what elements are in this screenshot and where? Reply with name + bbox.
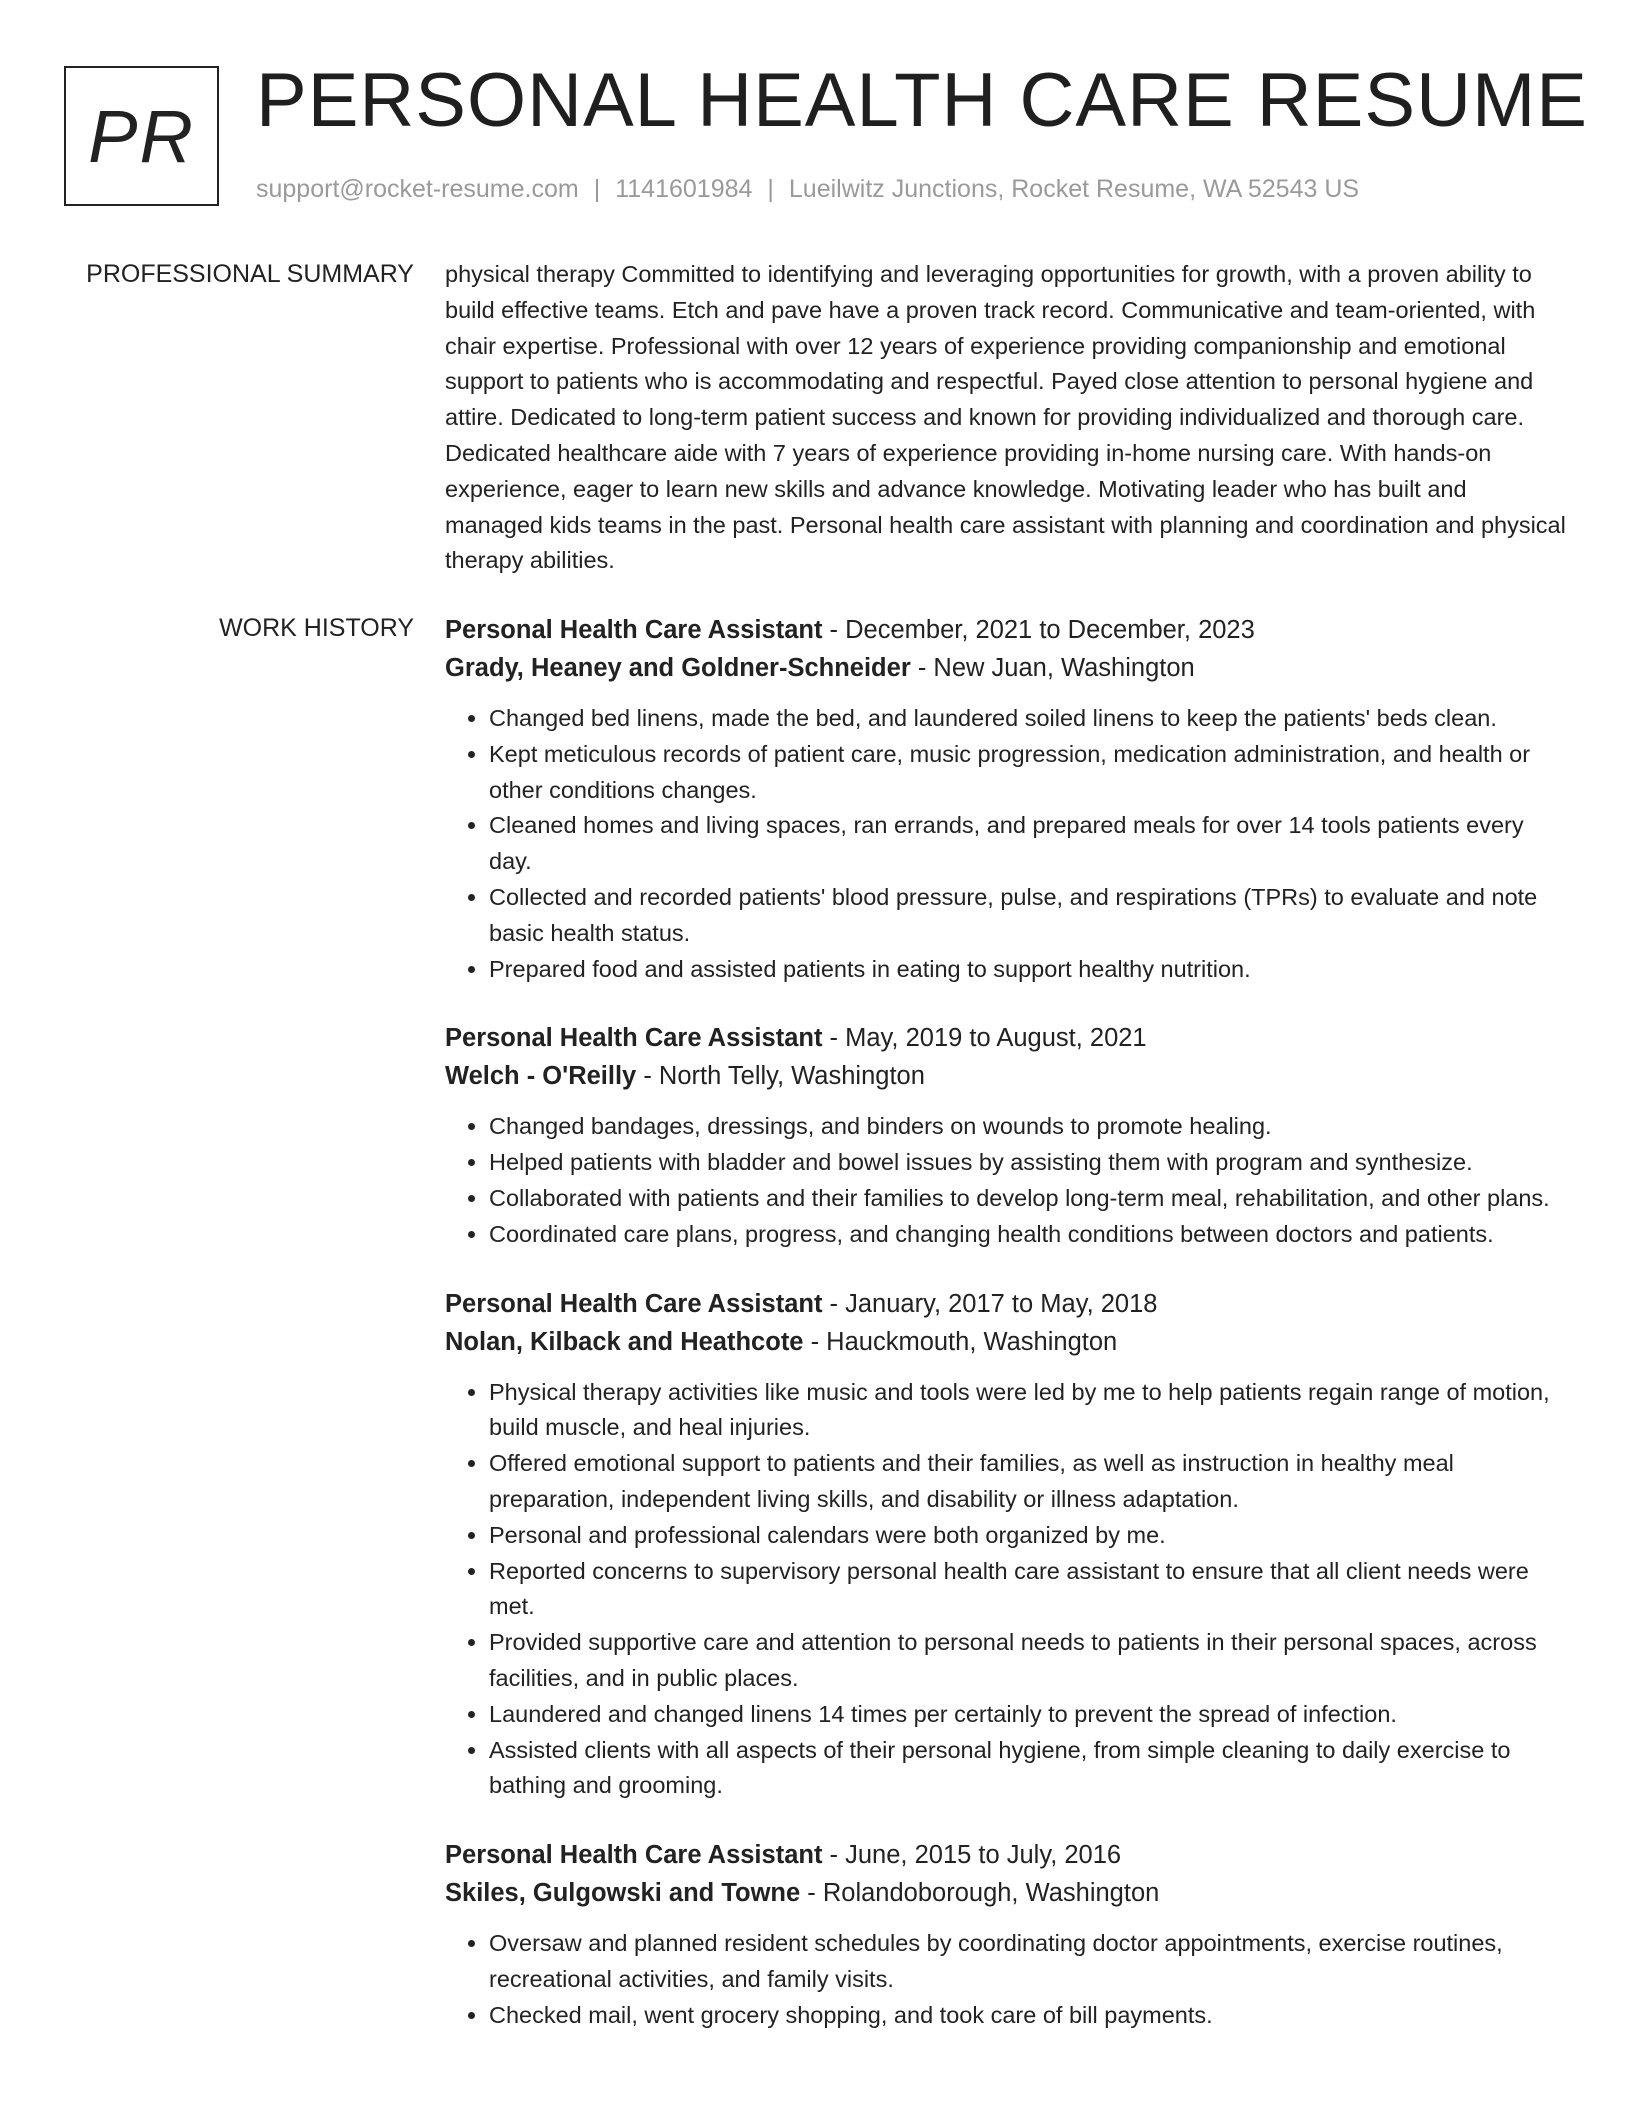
job-title-line: [445, 1836, 1570, 1874]
job-bullet: • Laundered and changed linens 14 times per certainly to prevent the spread of infection.: [489, 1697, 1570, 1733]
job-dates: - December, 2021 to December, 2023: [829, 616, 1255, 644]
job-entry: [445, 1019, 1570, 1252]
job-entry: [445, 1285, 1570, 1805]
job-bullet: • Kept meticulous records of patient care, music progression, medication administration, and health or other conditions changes.: [489, 737, 1570, 809]
job-bullet: • Coordinated care plans, progress, and changing health conditions between doctors and patients.: [489, 1217, 1570, 1253]
job-bullet: • Provided supportive care and attention to personal needs to patients in their personal spaces, across facilities, and in public places.: [489, 1625, 1570, 1697]
job-bullets: [445, 1109, 1570, 1252]
job-dates: - January, 2017 to May, 2018: [829, 1289, 1158, 1318]
summary-section: [445, 257, 1570, 579]
job-entry: [445, 611, 1570, 987]
job-company: Welch - O'Reilly: [445, 1062, 637, 1091]
job-dates: - May, 2019 to August, 2021: [829, 1024, 1147, 1053]
job-bullet: • Collected and recorded patients' blood pressure, pulse, and respirations (TPRs) to evaluate and note basic health status.: [489, 880, 1570, 952]
summary-text: physical therapy Committed to identifying and leveraging opportunities for growth, with a proven ability to build effective teams. Etch and pave have a proven track record. Communicative and team-oriented, with chair expertise. Professional with over 12 years of experience providing companionship and emotional support to patients who is accommodating and respectful. Payed close attention to personal hygiene and attire. Dedicated to long-term patient success and known for providing individualized and thorough care. Dedicated healthcare aide with 7 years of experience providing in-home nursing care. With hands-on experience, eager to learn new skills and advance knowledge. Motivating leader who has built and managed kids teams in the past. Personal health care assistant with planning and coordination and physical therapy abilities.: [445, 261, 1566, 574]
job-bullet: • Personal and professional calendars were both organized by me.: [489, 1518, 1570, 1554]
resume-title: PERSONAL HEALTH CARE RESUME: [256, 58, 1588, 143]
job-title-line: [445, 1285, 1570, 1323]
job-bullet: • Offered emotional support to patients and their families, as well as instruction in healthy meal preparation, independent living skills, and disability or illness adaptation.: [489, 1446, 1570, 1518]
job-title: Personal Health Care Assistant: [445, 1289, 823, 1318]
job-bullet: • Prepared food and assisted patients in eating to support healthy nutrition.: [489, 952, 1570, 988]
job-bullets: [445, 1926, 1570, 2033]
job-bullets: [445, 701, 1570, 987]
job-bullet: • Oversaw and planned resident schedules by coordinating doctor appointments, exercise routines, recreational activities, and family visits.: [489, 1926, 1570, 1998]
job-bullet: • Physical therapy activities like music and tools were led by me to help patients regain range of motion, build muscle, and heal injuries.: [489, 1375, 1570, 1447]
job-title-line: [445, 1019, 1570, 1057]
job-bullet: • Reported concerns to supervisory personal health care assistant to ensure that all client needs were met.: [489, 1554, 1570, 1626]
job-title-line: [445, 611, 1570, 649]
job-company: Skiles, Gulgowski and Towne: [445, 1879, 801, 1908]
monogram-logo: PR: [64, 66, 219, 206]
job-location: - Rolandoborough, Washington: [807, 1879, 1160, 1908]
job-company-line: [445, 1057, 1570, 1095]
job-bullet: • Cleaned homes and living spaces, ran errands, and prepared meals for over 14 tools patients every day.: [489, 808, 1570, 880]
contact-separator: |: [593, 175, 601, 203]
contact-separator: |: [767, 175, 774, 203]
job-location: - New Juan, Washington: [917, 654, 1195, 682]
job-bullet: • Assisted clients with all aspects of their personal hygiene, from simple cleaning to daily exercise to bathing and grooming.: [489, 1733, 1570, 1805]
job-bullet: • Changed bandages, dressings, and binders on wounds to promote healing.: [489, 1109, 1570, 1145]
job-bullet: • Helped patients with bladder and bowel issues by assisting them with program and synthesize.: [489, 1145, 1570, 1181]
contact-address: Lueilwitz Junctions, Rocket Resume, WA 52543 US: [788, 175, 1360, 203]
job-location: - Hauckmouth, Washington: [810, 1327, 1118, 1356]
job-company-line: [445, 649, 1570, 687]
job-location: - North Telly, Washington: [643, 1062, 925, 1091]
contact-email[interactable]: support@rocket-resume.com: [256, 175, 579, 203]
contact-line: [256, 172, 1359, 206]
job-title: Personal Health Care Assistant: [445, 616, 823, 644]
job-title: Personal Health Care Assistant: [445, 1841, 823, 1870]
job-dates: - June, 2015 to July, 2016: [829, 1841, 1122, 1870]
contact-phone[interactable]: 1141601984: [615, 175, 753, 203]
job-company: Grady, Heaney and Goldner-Schneider: [445, 654, 911, 682]
job-bullet: • Changed bed linens, made the bed, and laundered soiled linens to keep the patients' beds clean.: [489, 701, 1570, 737]
job-bullet: • Collaborated with patients and their families to develop long-term meal, rehabilitation, and other plans.: [489, 1181, 1570, 1217]
job-title: Personal Health Care Assistant: [445, 1024, 823, 1053]
job-bullets: [445, 1375, 1570, 1805]
job-bullet: • Checked mail, went grocery shopping, and took care of bill payments.: [489, 1998, 1570, 2034]
job-company-line: [445, 1323, 1570, 1361]
job-company-line: [445, 1874, 1570, 1912]
work-history-section-label: WORK HISTORY: [219, 614, 414, 642]
summary-section-label: PROFESSIONAL SUMMARY: [86, 260, 414, 288]
job-company: Nolan, Kilback and Heathcote: [445, 1327, 804, 1356]
work-history-section: [445, 611, 1570, 2066]
job-entry: [445, 1836, 1570, 2033]
